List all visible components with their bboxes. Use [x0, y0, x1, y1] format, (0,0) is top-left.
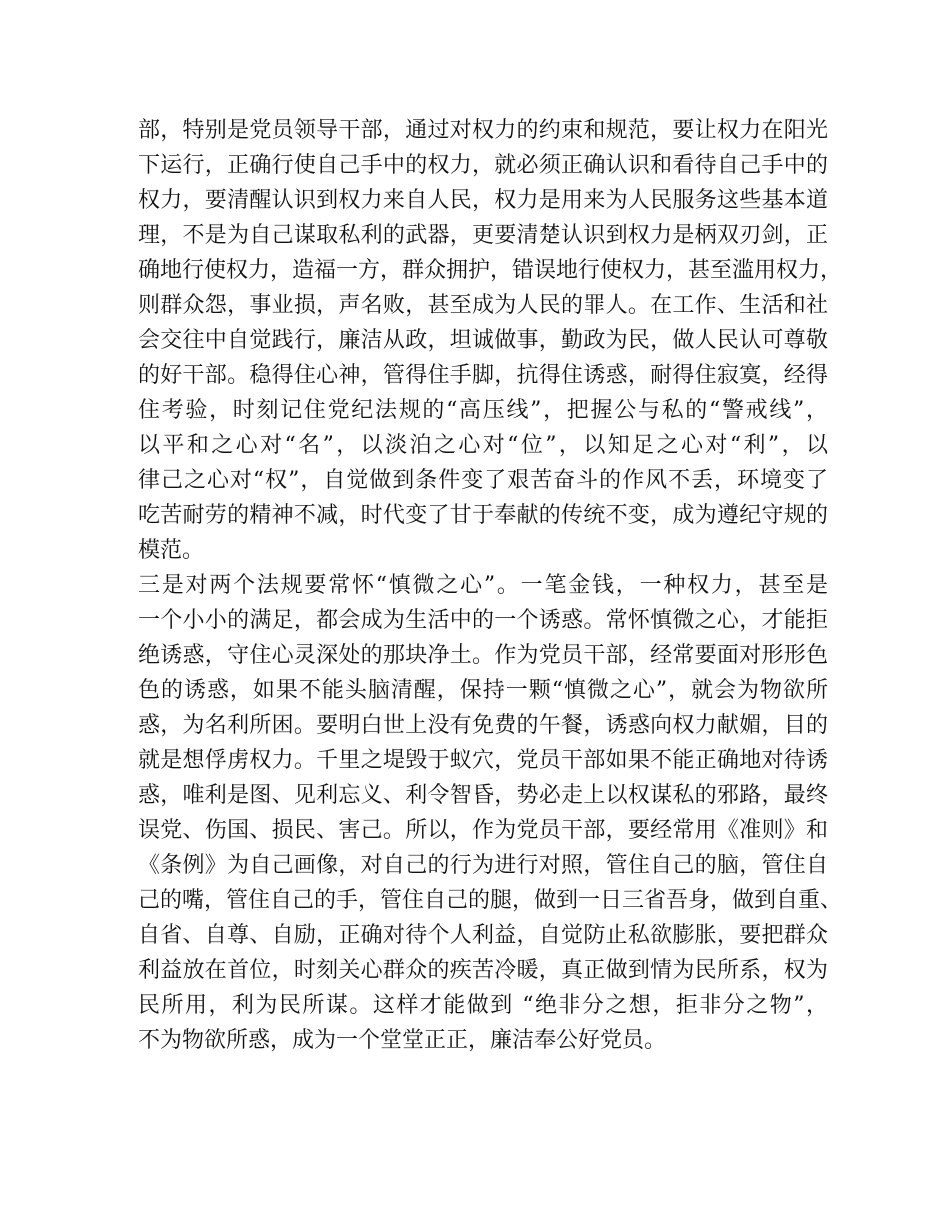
text-line: 自省、自尊、自励，正确对待个人利益，自觉防止私欲膨胀，要把群众: [138, 923, 828, 948]
text-line: 一个小小的满足，都会成为生活中的一个诱惑。常怀慎微之心，才能拒: [138, 608, 828, 633]
text-line: 利益放在首位，时刻关心群众的疾苦冷暖，真正做到情为民所系，权为: [138, 958, 828, 983]
text-line: 则群众怨，事业损，声名败，甚至成为人民的罪人。在工作、生活和社: [138, 293, 828, 318]
text-line: 确地行使权力，造福一方，群众拥护，错误地行使权力，甚至滥用权力，: [138, 258, 843, 283]
text-line: 惑，唯利是图、见利忘义、利令智昏，势必走上以权谋私的邪路，最终: [138, 783, 828, 808]
text-line: 就是想俘虏权力。千里之堤毁于蚁穴，党员干部如果不能正确地对待诱: [138, 748, 828, 773]
body-text: [138, 113, 843, 1058]
text-line: 三是对两个法规要常怀“慎微之心”。一笔金钱，一种权力，甚至是: [138, 573, 828, 598]
text-line: 律己之心对“权”，自觉做到条件变了艰苦奋斗的作风不丢，环境变了: [138, 468, 828, 493]
text-line: 己的嘴，管住自己的手，管住自己的腿，做到一日三省吾身，做到自重、: [138, 888, 843, 913]
text-line: 民所用，利为民所谋。这样才能做到 “绝非分之想，拒非分之物”，: [138, 993, 828, 1018]
text-line: 会交往中自觉践行，廉洁从政，坦诚做事，勤政为民，做人民认可尊敬: [138, 328, 828, 353]
text-line: 色的诱惑，如果不能头脑清醒，保持一颗“慎微之心”，就会为物欲所: [138, 678, 828, 703]
text-line: 绝诱惑，守住心灵深处的那块净土。作为党员干部，经常要面对形形色: [138, 643, 828, 668]
text-line: 惑，为名利所困。要明白世上没有免费的午餐，诱惑向权力献媚，目的: [138, 713, 828, 738]
text-line: 下运行，正确行使自己手中的权力，就必须正确认识和看待自己手中的: [138, 153, 828, 178]
text-line: 理，不是为自己谋取私利的武器，更要清楚认识到权力是柄双刃剑，正: [138, 223, 828, 248]
text-line: 权力，要清醒认识到权力来自人民，权力是用来为人民服务这些基本道: [138, 188, 828, 213]
text-line: 不为物欲所惑，成为一个堂堂正正，廉洁奉公好党员。: [138, 1028, 667, 1053]
text-line: 模范。: [138, 538, 205, 563]
text-line: 误党、伤国、损民、害己。所以，作为党员干部，要经常用《准则》和: [138, 818, 828, 843]
text-line: 《条例》为自己画像，对自己的行为进行对照，管住自己的脑，管住自: [138, 853, 828, 878]
text-line: 的好干部。稳得住心神，管得住手脚，抗得住诱惑，耐得住寂寞，经得: [138, 363, 828, 388]
text-line: 吃苦耐劳的精神不减，时代变了甘于奉献的传统不变，成为遵纪守规的: [138, 503, 828, 528]
text-line: 住考验，时刻记住党纪法规的“高压线”，把握公与私的“警戒线”，: [138, 398, 828, 423]
text-line: 以平和之心对“名”，以淡泊之心对“位”，以知足之心对“利”，以: [138, 433, 828, 458]
text-line: 部，特别是党员领导干部，通过对权力的约束和规范，要让权力在阳光: [138, 118, 828, 143]
